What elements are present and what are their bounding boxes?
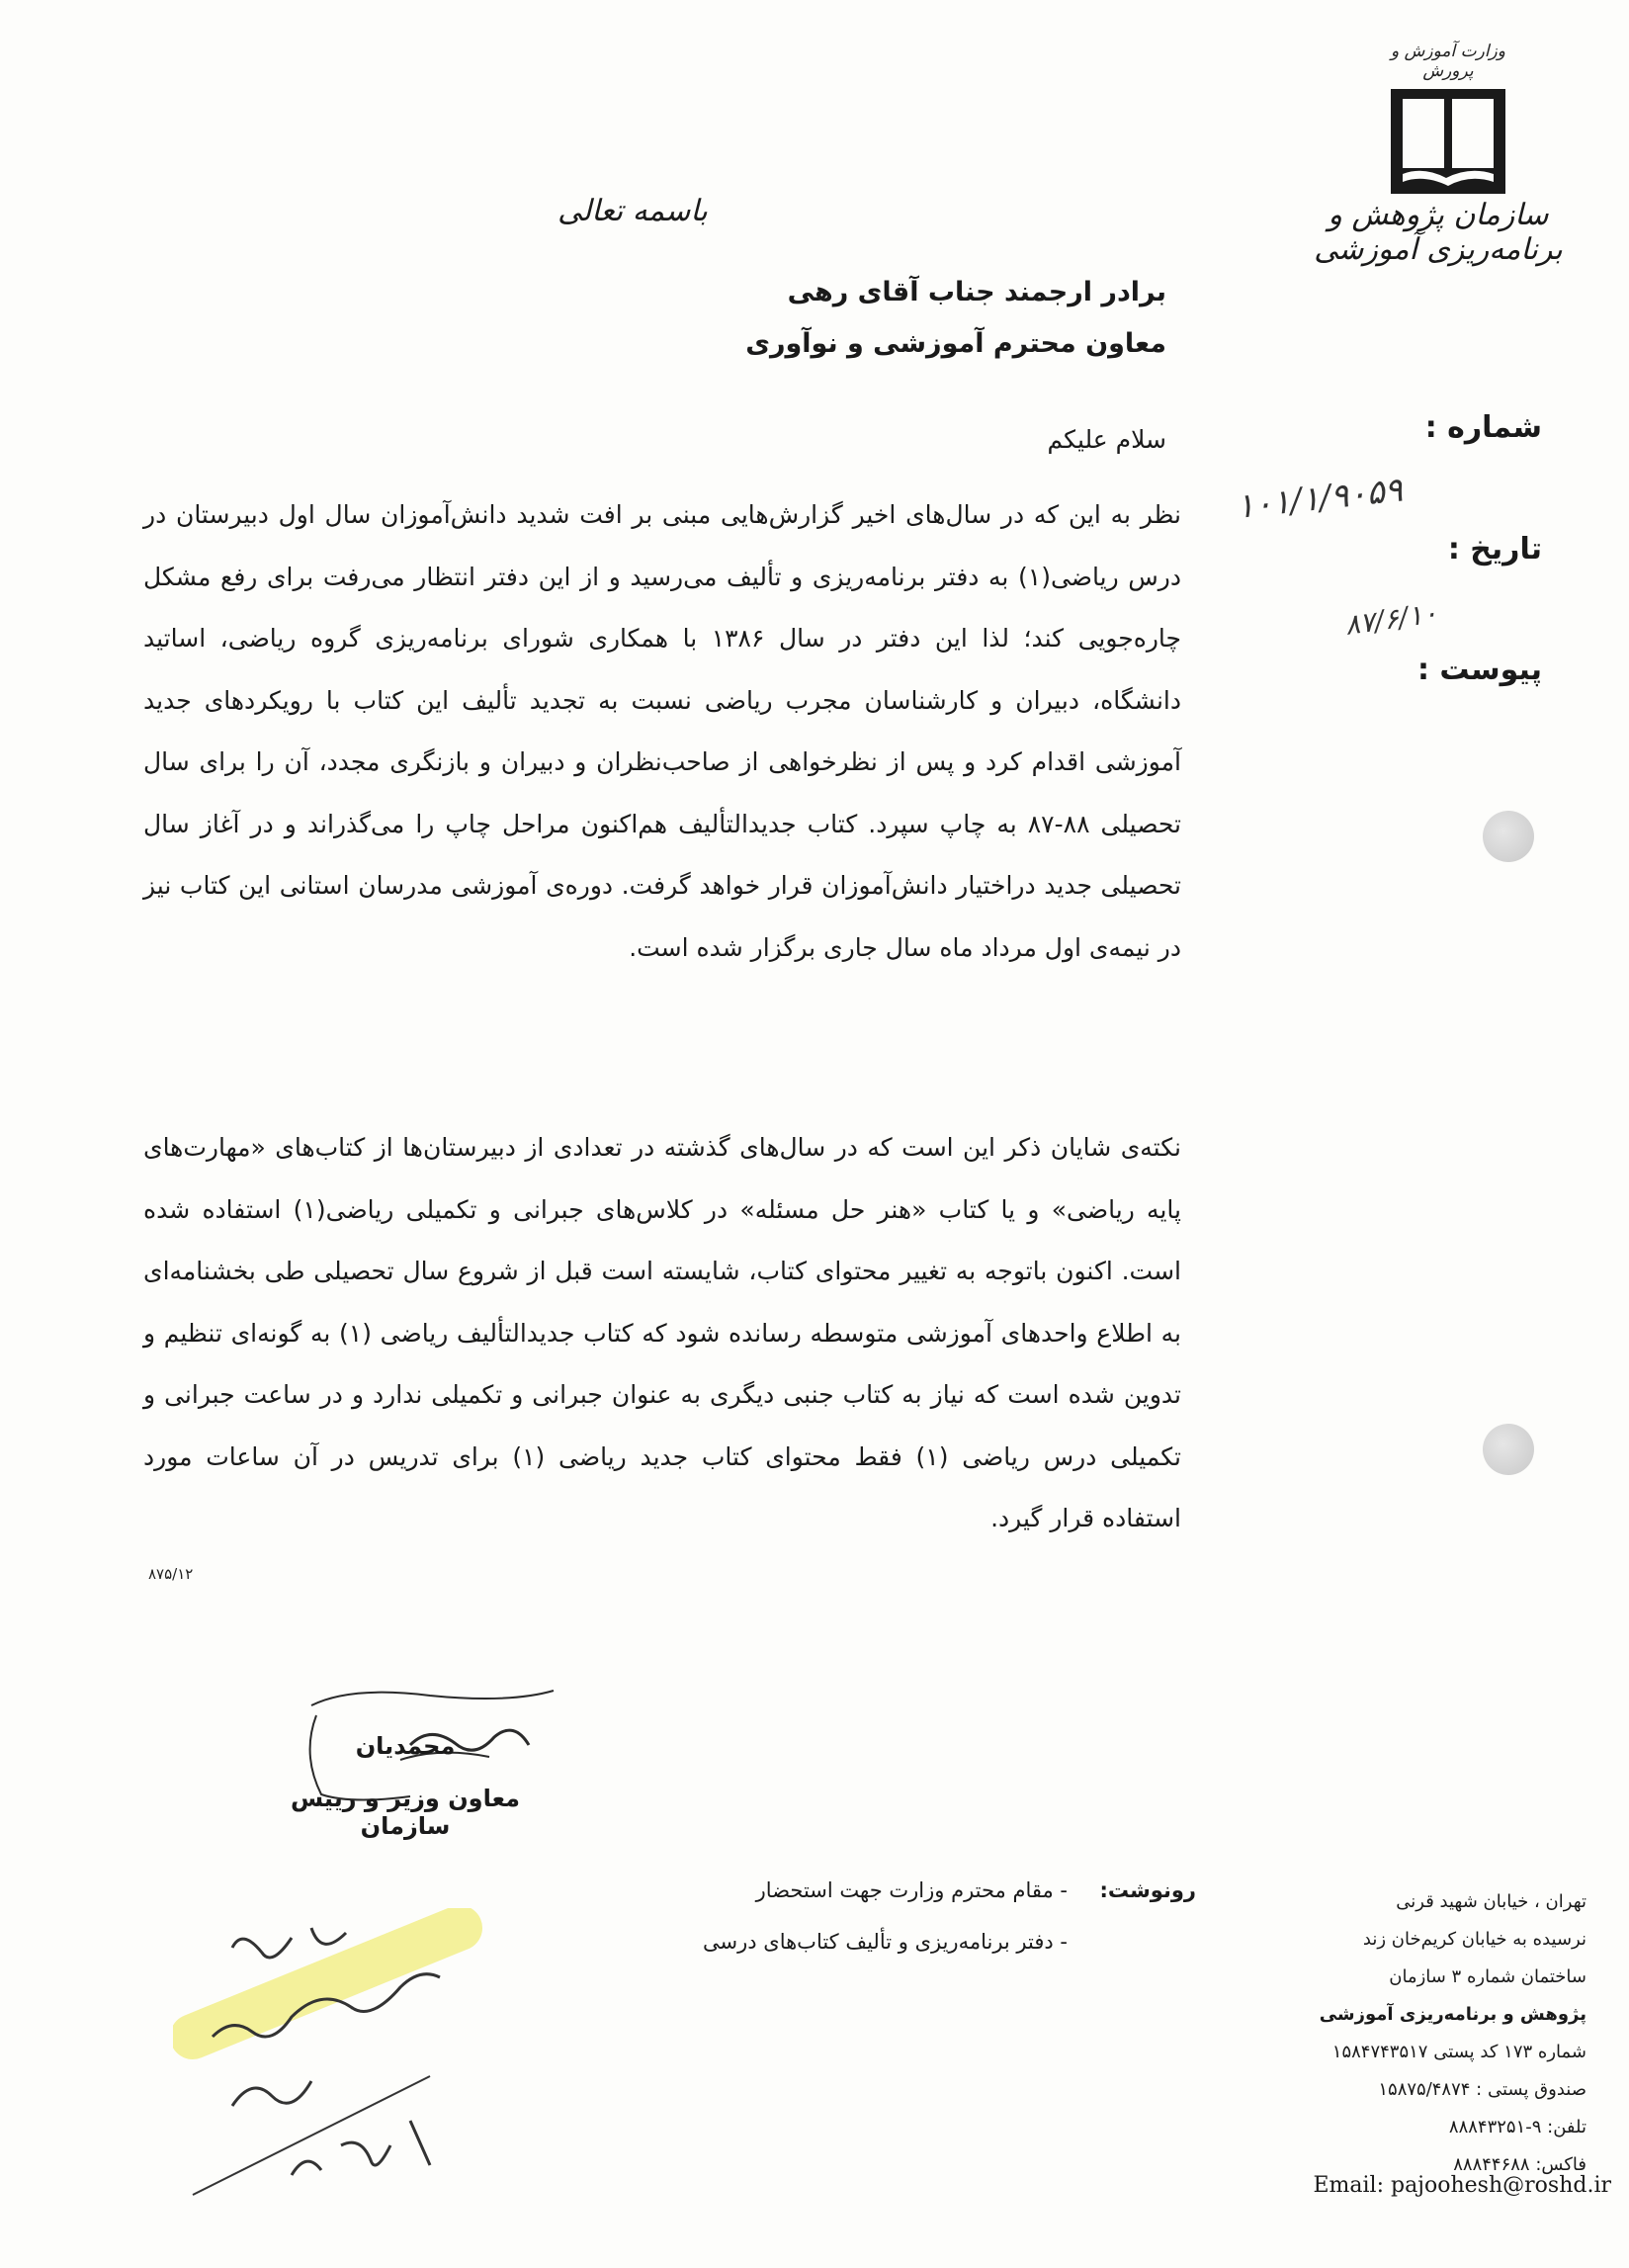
address-line: ساختمان شماره ۳ سازمان [1389,1966,1586,1987]
paragraph-2: نکته‌ی شایان ذکر این است که در سال‌های گذشته در تعدادی از دبیرستان‌ها از کتاب‌های «مهارت‌های پایه ریاضی» و یا کتاب «هنر حل مسئله» در کلاس‌های جبرانی و تکمیلی ریاضی(۱) استفاده شده است. اکنون باتوجه به تغییر محتوای کتاب، شایسته است قبل از شروع سال تحصیلی طی بخشنامه‌ای به اطلاع واحدهای آموزشی متوسطه رسانده شود که کتاب جدیدالتألیف ریاضی (۱) به گونه‌ای تنظیم و تدوین شده است که نیاز به کتاب جنبی دیگری به عنوان جبرانی و تکمیلی ندارد و در ساعت جبرانی و تکمیلی درس ریاضی (۱) فقط محتوای کتاب جدید ریاضی (۱) برای تدریس در آن ساعات مورد استفاده قرار گیرد. [143,1133,1182,1532]
attachment-label: پیوست : [1416,653,1542,687]
organization-name: سازمان پژوهش و برنامه‌ریزی آموزشی [1314,198,1563,267]
address-line: صندوق پستی : ۱۵۸۷۵/۴۸۷۴ [1378,2079,1586,2100]
address-block [1221,1883,1586,2184]
email-address: Email: pajoohesh@roshd.ir [1313,2173,1611,2198]
copy-recipient-2: - دفتر برنامه‌ریزی و تألیف کتاب‌های درسی [703,1930,1068,1954]
address-line: تلفن: ۹-۸۸۸۴۳۲۵۱ [1448,2117,1586,2137]
date-value: ۸۷/۶/۱۰ [1342,596,1440,642]
number-value: ۱۰۱/۱/۹۰۵۹ [1234,470,1405,527]
address-line: شماره ۱۷۳ کد پستی ۱۵۸۴۷۴۳۵۱۷ [1331,2042,1586,2062]
addressee-block [652,267,1166,370]
copy-recipient-1: - مقام محترم وزارت جهت استحضار [755,1878,1068,1902]
signer-name: محمدیان [355,1732,456,1760]
addressee-line-1: برادر ارجمند جناب آقای رهی [787,277,1166,307]
address-line: نرسیده به خیابان کریم‌خان زند [1362,1929,1586,1950]
copies-label: رونوشت: [1099,1878,1196,1902]
number-label: شماره : [1424,410,1542,445]
punch-hole [1483,1424,1534,1475]
paragraph-1: نظر به این که در سال‌های اخیر گزارش‌هایی مبنی بر افت شدید دانش‌آموزان سال اول دبیرستان در درس ریاضی(۱) به دفتر برنامه‌ریزی و تألیف می‌رسید و از این دفتر انتظار می‌رفت برای رفع مشکل چاره‌جویی کند؛ لذا این دفتر در سال ۱۳۸۶ با همکاری شورای برنامه‌ریزی گروه ریاضی، اساتید دانشگاه، دبیران و کارشناسان مجرب ریاضی نسبت به تجدید تألیف این کتاب با رویکردهای جدید آموزشی اقدام کرد و پس از نظرخواهی از صاحب‌نظران و دبیران و بازنگری مجدد، آن را برای سال تحصیلی ۸۸-۸۷ به چاپ سپرد. کتاب جدیدالتألیف هم‌اکنون مراحل چاپ را می‌گذراند و در آغاز سال تحصیلی جدید دراختیار دانش‌آموزان قرار خواهد گرفت. دوره‌ی آموزشی مدرسان استانی این کتاب نیز در نیمه‌ی اول مرداد ماه سال جاری برگزار شده است. [143,500,1182,962]
date-label: تاریخ : [1447,532,1542,567]
handwritten-annotation [173,1908,568,2205]
reference-code: ۸۷۵/۱۲ [148,1565,194,1583]
book-logo-icon [1389,87,1507,196]
ministry-label: وزارت آموزش و پرورش [1391,42,1505,81]
signer-title: معاون وزیر و رییس سازمان [290,1785,521,1840]
address-line: پژوهش و برنامه‌ریزی آموزشی [1319,2004,1586,2025]
addressee-line-2: معاون محترم آموزشی و نوآوری [745,328,1166,359]
address-line: تهران ، خیابان شهید قرنی [1396,1891,1586,1912]
punch-hole [1483,811,1534,862]
greeting: سلام علیکم [1047,425,1166,454]
letter-heading: باسمه تعالی [557,194,708,228]
address-line: فاکس: ۸۸۸۴۴۶۸۸ [1453,2154,1586,2175]
